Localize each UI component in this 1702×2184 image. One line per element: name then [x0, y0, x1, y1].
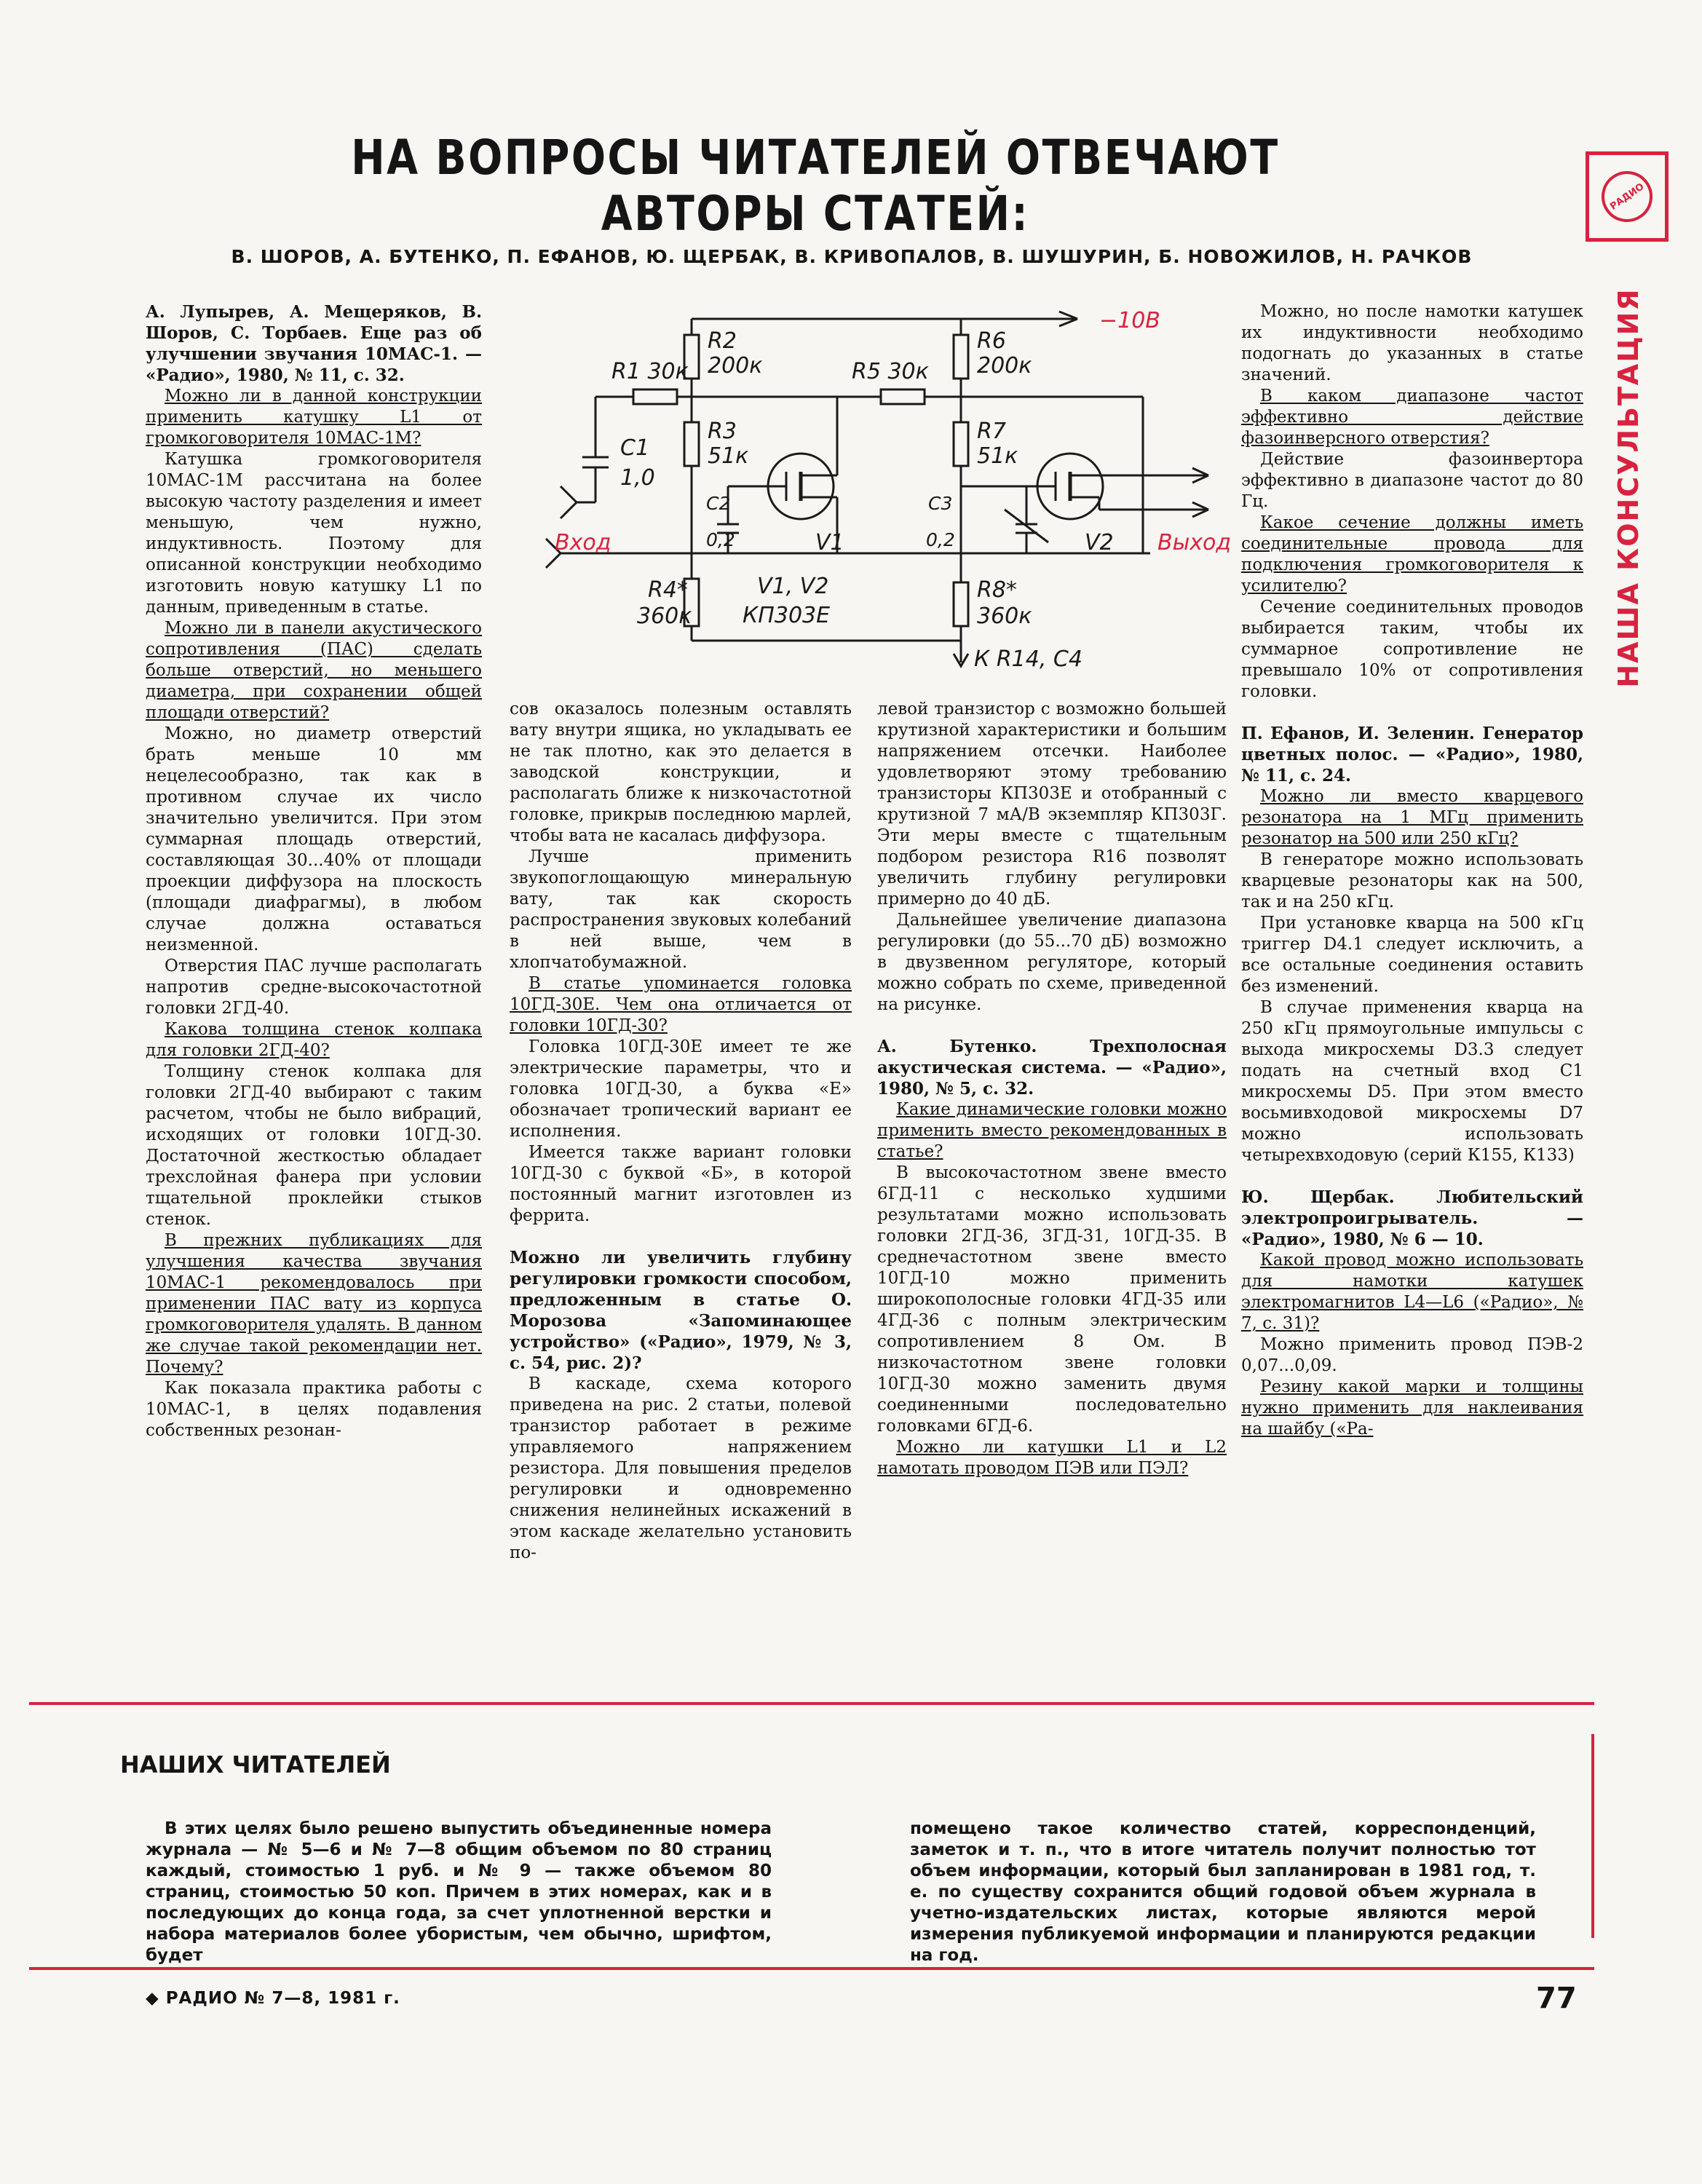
to-label: К R14, С4 — [974, 646, 1082, 672]
c1-value: 1,0 — [620, 465, 655, 491]
article-reference: Ю. Щербак. Любительский электропроигрыватель. — «Радио», 1980, № 6 — 10. — [1241, 1187, 1583, 1249]
r4-value: 360к — [637, 604, 692, 629]
answer: Можно, но диаметр отверстий брать меньше 10 мм нецелесообразно, так как в противном случае их число значительно увеличится. При этом суммарная площадь отверстий, составляющая 30...40% от площади проекции диффузора на плоскость (площади диафрагмы), в любом случае должна оставаться неизменной. — [146, 724, 482, 954]
transistor-type: КП303Е — [743, 603, 831, 628]
r5-label: R5 30к — [852, 359, 929, 384]
r2-label: R2 — [708, 328, 737, 354]
answer: Дальнейшее увеличение диапазона регулировки (до 55...70 дБ) возможно в двузвенном регуляторе, который можно собрать по схеме, приведенной на рисунке. — [877, 911, 1227, 1014]
journal-footer: ◆ РАДИО № 7—8, 1981 г. — [146, 1989, 400, 2008]
authors-line: В. ШОРОВ, А. БУТЕНКО, П. ЕФАНОВ, Ю. ЩЕРБАК, В. КРИВОПАЛОВ, В. ШУШУРИН, Б. НОВОЖИЛОВ, Н. РАЧКОВ — [231, 246, 1473, 267]
circuit-schematic — [524, 298, 1232, 677]
answer: Как показала практика работы с 10МАС-1, в целях подавления собственных резонан- — [146, 1379, 482, 1440]
transistors-label: V1, V2 — [757, 574, 829, 599]
answer: В случае применения кварца на 250 кГц прямоугольные импульсы с выхода микросхемы D3.3 следует подать на счетный вход C1 микросхемы D5. При этом вместо восьмивходовой микросхемы D7 можно использовать четырехвходовую (серий К155, К133) — [1241, 998, 1583, 1165]
column-4 — [1241, 301, 1583, 1440]
answer: В генераторе можно использовать кварцевые резонаторы как на 500, так и на 250 кГц. — [1241, 850, 1583, 911]
question-bold: Можно ли увеличить глубину регулировки громкости способом, предложенным в статье О. Морозова «Запоминающее устройство» («Радио», 1979, № 3, с. 54, рис. 2)? — [510, 1248, 852, 1373]
answer: Можно, но после намотки катушек их индуктивности необходимо подогнать до указанных в статье значений. — [1241, 302, 1583, 384]
r8-value: 360к — [977, 604, 1032, 629]
notice-right — [910, 1819, 1536, 1966]
question: В прежних публикациях для улучшения качества звучания 10МАС-1 рекомендовалось при применении ПАС вату из корпуса громкоговорителя удалять. В данном же случае такой рекомендации нет. Почему? — [146, 1231, 482, 1377]
resistor-r1 — [633, 389, 677, 404]
answer: Катушка громкоговорителя 10МАС-1М рассчитана на более высокую частоту разделения и имеет меньшую, чем нужно, индуктивность. Поэтому для описанной конструкции необходимо изготовить новую катушку L1 по данным, приведенным в статье. — [146, 450, 482, 617]
page-number: 77 — [1536, 1982, 1577, 2015]
r7-label: R7 — [977, 419, 1006, 444]
answer: В высокочастотном звене вместо 6ГД-11 с несколько худшими результатами можно использовать головки 2ГД-36, 3ГД-31, 10ГД-35. В среднечастотном звене вместо 10ГД-10 можно применить широкополосные головки 4ГД-35 или 4ГД-36 с полным электрическим сопротивлением 8 Ом. В низкочастотном звене головки 10ГД-30 можно заменить двумя соединенными последовательно головками 6ГД-6. — [877, 1163, 1227, 1436]
answer: Действие фазоинвертора эффективно в диапазоне частот до 80 Гц. — [1241, 450, 1583, 511]
column-3 — [877, 699, 1227, 1479]
section-label-text: НАША КОНСУЛЬТАЦИЯ — [1612, 288, 1644, 688]
r7-value: 51к — [977, 443, 1018, 469]
answer: Отверстия ПАС лучше располагать напротив средне-высокочастотной головки 2ГД-40. — [146, 957, 482, 1018]
c3-label: С3 — [928, 493, 953, 514]
answer: Можно применить провод ПЭВ-2 0,07...0,09. — [1241, 1335, 1583, 1375]
question: Можно ли катушки L1 и L2 намотать проводом ПЭВ или ПЭЛ? — [877, 1438, 1227, 1478]
question: Какие динамические головки можно применить вместо рекомендованных в статье? — [877, 1100, 1227, 1161]
question: Можно ли в данной конструкции применить катушку L1 от громкоговорителя 10МАС-1М? — [146, 387, 482, 448]
supply-label: −10В — [1099, 308, 1160, 333]
resistor-r3 — [684, 422, 699, 466]
notice-heading: НАШИХ ЧИТАТЕЛЕЙ — [120, 1751, 391, 1779]
article-reference: А. Лупырев, А. Мещеряков, В. Шоров, С. Торбаев. Еще раз об улучшении звучания 10МАС-1. — «Радио», 1980, № 11, с. 32. — [146, 302, 482, 385]
section-label — [1598, 262, 1659, 713]
question: Резину какой марки и толщины нужно применить для наклеивания на шайбу («Ра- — [1241, 1377, 1583, 1439]
input-label: Вход — [555, 530, 611, 555]
resistor-r8 — [954, 582, 968, 626]
answer: левой транзистор с возможно большей крутизной характеристики и большим напряжением отсечки. Наиболее удовлетворяют этому требованию транзисторы КП303Е и отобранный с крутизной 7 мА/В экземпляр КП303Г. Эти меры вместе с тщательным подбором резистора R16 позволят увеличить глубину регулировки примерно до 40 дБ. — [877, 700, 1227, 909]
notice-left — [146, 1819, 772, 1966]
resistor-r6 — [954, 335, 968, 379]
answer: Толщину стенок колпака для головки 2ГД-40 выбирают с таким расчетом, чтобы не было вибраций, исходящих от головки 10ГД-30. Достаточной жесткостью обладает трехслойная фанера при условии тщательной проклейки стыков стенок. — [146, 1062, 482, 1229]
column-2 — [510, 699, 852, 1564]
question: Можно ли в панели акустического сопротивления (ПАС) сделать больше отверстий, но меньшего диаметра, при сохранении общей площади отверстий? — [146, 619, 482, 722]
c1-label: С1 — [620, 435, 650, 461]
question: В статье упоминается головка 10ГД-30Е. Чем она отличается от головки 10ГД-30? — [510, 974, 852, 1035]
c2-value: 0,2 — [706, 529, 735, 550]
r3-label: R3 — [708, 419, 737, 444]
r2-value: 200к — [708, 353, 763, 379]
answer: Головка 10ГД-30Е имеет те же электрические параметры, что и головка 10ГД-30, а буква «Е» обозначает тропический вариант ее исполнения. — [510, 1037, 852, 1141]
question: Какой провод можно использовать для намотки катушек электромагнитов L4—L6 («Радио», № 7, с. 31)? — [1241, 1251, 1583, 1333]
radio-logo-text: РАДИО — [1591, 161, 1662, 232]
question: В каком диапазоне частот эффективно действие фазоинверсного отверстия? — [1241, 387, 1583, 448]
output-label: Выход — [1157, 530, 1232, 555]
column-1 — [146, 301, 482, 1441]
question: Можно ли вместо кварцевого резонатора на 1 МГц применить резонатор на 500 или 250 кГц? — [1241, 787, 1583, 848]
radio-logo — [1586, 151, 1669, 242]
c2-label: С2 — [706, 493, 731, 514]
v2-label: V2 — [1085, 530, 1114, 555]
answer: В каскаде, схема которого приведена на рис. 2 статьи, полевой транзистор работает в режиме управляемого напряжением резистора. Для повышения пределов регулировки и одновременно снижения нелинейных искажений в этом каскаде желательно установить по- — [510, 1374, 852, 1562]
answer: Имеется также вариант головки 10ГД-30 с буквой «Б», в которой постоянный магнит изготовлен из феррита. — [510, 1143, 852, 1225]
c3-value: 0,2 — [926, 529, 955, 550]
question: Какое сечение должны иметь соединительные провода для подключения громкоговорителя к усилителю? — [1241, 513, 1583, 596]
answer: При установке кварца на 500 кГц триггер D4.1 следует исключить, а все остальные соединения оставить без изменений. — [1241, 914, 1583, 996]
article-reference: П. Ефанов, И. Зеленин. Генератор цветных полос. — «Радио», 1980, № 11, с. 24. — [1241, 724, 1583, 786]
article-reference: А. Бутенко. Трехполосная акустическая система. — «Радио», 1980, № 5, с. 32. — [877, 1037, 1227, 1099]
v1-label: V1 — [815, 530, 844, 555]
answer: Сечение соединительных проводов выбирается таким, чтобы их суммарное сопротивление не превышало 10% от сопротивления головки. — [1241, 598, 1583, 701]
question: Какова толщина стенок колпака для головки 2ГД-40? — [146, 1020, 482, 1060]
r3-value: 51к — [708, 443, 749, 469]
resistor-r7 — [954, 422, 968, 466]
r8-label: R8* — [977, 577, 1017, 603]
r1-label: R1 30к — [611, 359, 689, 384]
output-arrow — [1143, 468, 1208, 483]
answer: Лучше применить звукопоглощающую минеральную вату, так как скорость распространения звуковых колебаний в ней выше, чем в хлопчатобумажной. — [510, 847, 852, 972]
notice-left-text: В этих целях было решено выпустить объединенные номера журнала — № 5—6 и № 7—8 общим объемом по 80 страниц каждый, стоимостью 1 руб. и № 9 — также объемом 80 страниц, стоимостью 50 коп. Причем в этих номерах, как и в последующих до конца года, за счет уплотненной верстки и набора материалов более убористым, чем обычно, шрифтом, будет — [146, 1819, 772, 1965]
notice-right-text: помещено такое количество статей, корреспонденций, заметок и т. п., что в итоге читатель получит полностью тот объем информации, который был запланирован в 1981 год, т. е. по существу сохранится общий годовой объем журнала в учетно-издательских листах, которые являются мерой измерения публикуемой информации и планируются редакции на год. — [910, 1819, 1536, 1965]
resistor-r5 — [881, 389, 925, 404]
r4-label: R4* — [648, 577, 688, 603]
r6-label: R6 — [977, 328, 1006, 354]
page-title: НА ВОПРОСЫ ЧИТАТЕЛЕЙ ОТВЕЧАЮТ АВТОРЫ СТАТЕЙ: — [351, 130, 1280, 242]
answer: сов оказалось полезным оставлять вату внутри ящика, но укладывать ее не так плотно, как это делается в заводской конструкции, и располагать ближе к низкочастотной головке, прикрыв последнюю марлей, чтобы вата не касалась диффузора. — [510, 700, 852, 845]
r6-value: 200к — [977, 353, 1032, 379]
